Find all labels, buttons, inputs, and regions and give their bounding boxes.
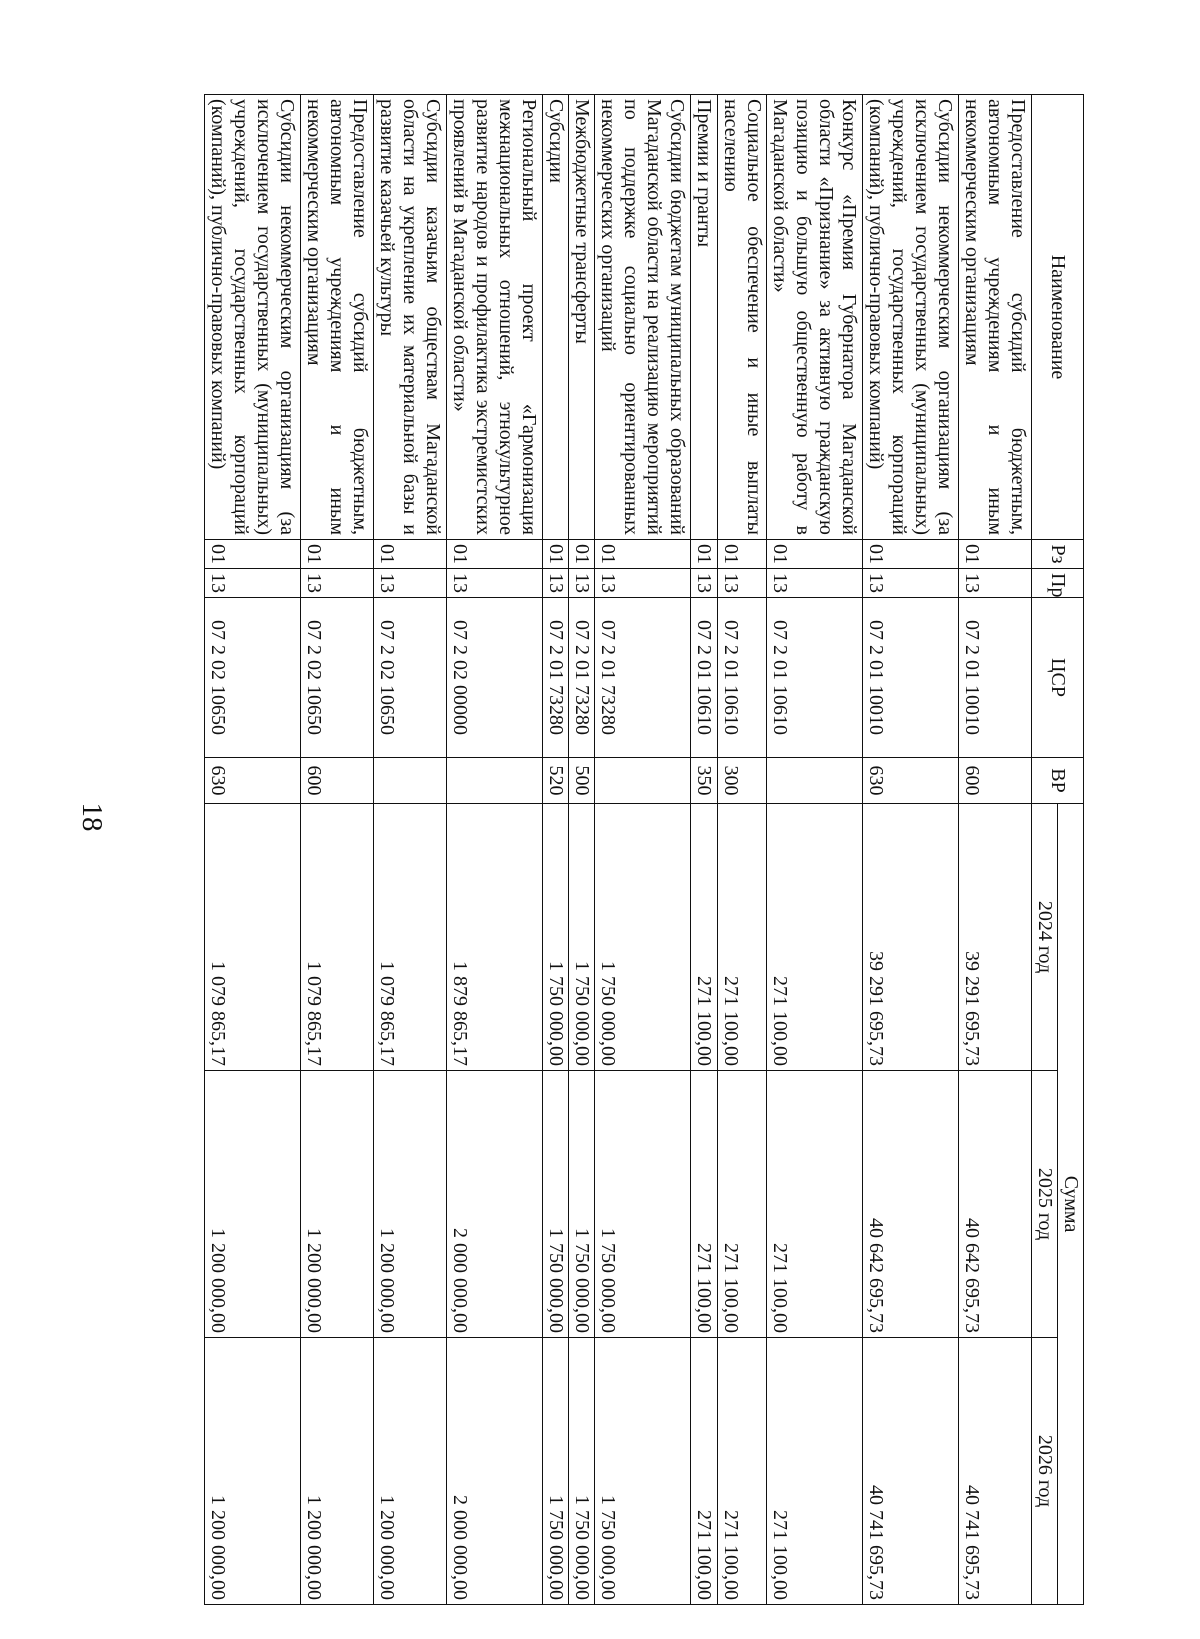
row-rz: 01 (863, 540, 959, 569)
table-row (595, 95, 691, 1605)
row-vr (373, 758, 446, 804)
table-row (205, 95, 301, 1605)
header-vr: ВР (1032, 758, 1084, 804)
row-2025: 271 100,00 (691, 1071, 717, 1338)
table-row (767, 95, 863, 1605)
row-rz: 01 (691, 540, 717, 569)
row-csr: 07 2 01 73280 (595, 598, 691, 758)
row-pr: 13 (595, 569, 691, 598)
header-pr: Пр (1032, 569, 1084, 598)
row-2024: 1 879 865,17 (446, 804, 542, 1071)
row-2024: 1 750 000,00 (569, 804, 595, 1071)
row-2025: 1 200 000,00 (205, 1071, 301, 1338)
header-sum: Сумма (1058, 804, 1084, 1605)
row-rz: 01 (959, 540, 1032, 569)
table-row (301, 95, 374, 1605)
row-2025: 271 100,00 (767, 1071, 863, 1338)
row-2024: 1 079 865,17 (205, 804, 301, 1071)
row-vr: 350 (691, 758, 717, 804)
row-name: Социальное обеспечение и иные выплаты населению (717, 95, 767, 540)
row-rz: 01 (301, 540, 374, 569)
row-csr: 07 2 01 10010 (959, 598, 1032, 758)
row-pr: 13 (446, 569, 542, 598)
table-row (717, 95, 767, 1605)
row-2025: 1 750 000,00 (569, 1071, 595, 1338)
row-name: Субсидии некоммерческим организациям (за исключением государственных (муниципальных) учреждений, государственных корпораций (компаний), публично-правовых компаний) (205, 95, 301, 540)
row-rz: 01 (717, 540, 767, 569)
row-rz: 01 (542, 540, 568, 569)
table-row (863, 95, 959, 1605)
table-row (373, 95, 446, 1605)
row-name: Предоставление субсидий бюджетным, автономным учреждениям и иным некоммерческим организациям (959, 95, 1032, 540)
row-2025: 1 200 000,00 (301, 1071, 374, 1338)
row-rz: 01 (569, 540, 595, 569)
row-2026: 2 000 000,00 (446, 1338, 542, 1605)
row-pr: 13 (569, 569, 595, 598)
row-2026: 271 100,00 (691, 1338, 717, 1605)
row-name: Региональный проект «Гармонизация межнациональных отношений, этнокультурное развитие народов и профилактика экстремистских проявлений в Магаданской области» (446, 95, 542, 540)
row-name: Премии и гранты (691, 95, 717, 540)
row-pr: 13 (959, 569, 1032, 598)
row-vr: 300 (717, 758, 767, 804)
row-pr: 13 (863, 569, 959, 598)
row-2024: 271 100,00 (767, 804, 863, 1071)
row-2026: 271 100,00 (767, 1338, 863, 1605)
header-2024: 2024 год (1032, 804, 1058, 1071)
header-name: Наименование (1032, 95, 1084, 540)
table-row (691, 95, 717, 1605)
budget-table (204, 94, 1084, 1605)
table-row (446, 95, 542, 1605)
row-csr: 07 2 02 00000 (446, 598, 542, 758)
page-number: 18 (76, 802, 108, 832)
row-2024: 39 291 695,73 (959, 804, 1032, 1071)
header-rz: Рз (1032, 540, 1084, 569)
row-2025: 1 750 000,00 (595, 1071, 691, 1338)
row-2025: 1 750 000,00 (542, 1071, 568, 1338)
row-vr (767, 758, 863, 804)
row-pr: 13 (301, 569, 374, 598)
row-rz: 01 (205, 540, 301, 569)
row-csr: 07 2 02 10650 (301, 598, 374, 758)
row-csr: 07 2 02 10650 (373, 598, 446, 758)
row-name: Субсидии некоммерческим организациям (за исключением государственных (муниципальных) учреждений, государственных корпораций (компаний), публично-правовых компаний) (863, 95, 959, 540)
header-2026: 2026 год (1032, 1338, 1058, 1605)
row-2026: 1 750 000,00 (542, 1338, 568, 1605)
row-name: Субсидии казачьим обществам Магаданской области на укрепление их материальной базы и развитие казачьей культуры (373, 95, 446, 540)
row-pr: 13 (691, 569, 717, 598)
row-vr: 520 (542, 758, 568, 804)
row-vr: 500 (569, 758, 595, 804)
row-2026: 1 200 000,00 (205, 1338, 301, 1605)
row-2024: 1 079 865,17 (301, 804, 374, 1071)
row-2026: 1 200 000,00 (301, 1338, 374, 1605)
row-2026: 40 741 695,73 (959, 1338, 1032, 1605)
row-pr: 13 (373, 569, 446, 598)
row-2025: 1 200 000,00 (373, 1071, 446, 1338)
row-pr: 13 (542, 569, 568, 598)
row-2024: 271 100,00 (691, 804, 717, 1071)
row-2026: 271 100,00 (717, 1338, 767, 1605)
row-csr: 07 2 01 10610 (767, 598, 863, 758)
row-2026: 1 750 000,00 (595, 1338, 691, 1605)
row-csr: 07 2 01 10610 (691, 598, 717, 758)
row-vr: 600 (301, 758, 374, 804)
row-vr (595, 758, 691, 804)
row-csr: 07 2 01 10010 (863, 598, 959, 758)
row-csr: 07 2 01 73280 (542, 598, 568, 758)
row-csr: 07 2 02 10650 (205, 598, 301, 758)
row-2025: 271 100,00 (717, 1071, 767, 1338)
row-pr: 13 (205, 569, 301, 598)
row-2024: 1 750 000,00 (595, 804, 691, 1071)
table-row (542, 95, 568, 1605)
row-vr: 600 (959, 758, 1032, 804)
row-2024: 271 100,00 (717, 804, 767, 1071)
row-vr: 630 (863, 758, 959, 804)
row-name: Межбюджетные трансферты (569, 95, 595, 540)
rotated-table-container (204, 94, 1084, 1604)
row-name: Субсидии (542, 95, 568, 540)
row-2026: 1 750 000,00 (569, 1338, 595, 1605)
row-pr: 13 (767, 569, 863, 598)
header-2025: 2025 год (1032, 1071, 1058, 1338)
row-csr: 07 2 01 10610 (717, 598, 767, 758)
row-2026: 1 200 000,00 (373, 1338, 446, 1605)
row-2025: 40 642 695,73 (863, 1071, 959, 1338)
row-rz: 01 (595, 540, 691, 569)
row-csr: 07 2 01 73280 (569, 598, 595, 758)
row-2024: 39 291 695,73 (863, 804, 959, 1071)
row-rz: 01 (446, 540, 542, 569)
row-rz: 01 (373, 540, 446, 569)
row-2024: 1 750 000,00 (542, 804, 568, 1071)
row-2026: 40 741 695,73 (863, 1338, 959, 1605)
row-rz: 01 (767, 540, 863, 569)
row-2024: 1 079 865,17 (373, 804, 446, 1071)
row-name: Конкурс «Премия Губернатора Магаданской области «Признание» за активную гражданскую позицию и большую общественную работу в Магаданской области» (767, 95, 863, 540)
table-row (569, 95, 595, 1605)
row-name: Предоставление субсидий бюджетным, автономным учреждениям и иным некоммерческим организациям (301, 95, 374, 540)
row-vr: 630 (205, 758, 301, 804)
row-name: Субсидии бюджетам муниципальных образований Магаданской области на реализацию мероприятий по поддержке социально ориентированных некоммерческих организаций (595, 95, 691, 540)
row-2025: 2 000 000,00 (446, 1071, 542, 1338)
row-vr (446, 758, 542, 804)
row-2025: 40 642 695,73 (959, 1071, 1032, 1338)
header-csr: ЦСР (1032, 598, 1084, 758)
table-row (959, 95, 1032, 1605)
row-pr: 13 (717, 569, 767, 598)
